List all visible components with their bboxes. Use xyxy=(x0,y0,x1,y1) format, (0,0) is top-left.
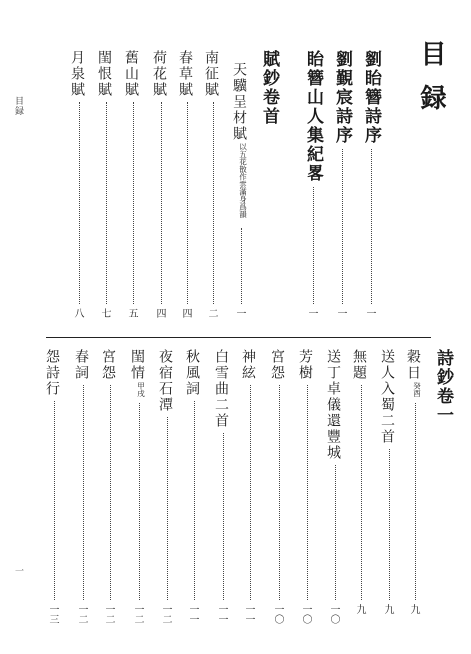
entry-title: 荷花賦 xyxy=(151,50,167,98)
toc-entry xyxy=(212,0,240,654)
page-ref: 一〇 xyxy=(300,604,311,624)
toc-entry xyxy=(43,0,71,654)
page-ref: 四 xyxy=(154,308,165,318)
leader-dots xyxy=(167,417,168,600)
entry-title: 宮怨 xyxy=(269,349,285,381)
leader-dots xyxy=(389,449,390,600)
entry-title: 春草賦 xyxy=(177,50,193,98)
entry-title: 南征賦 xyxy=(203,50,219,98)
page-ref: 一二 xyxy=(103,604,114,624)
page-ref: 一一 xyxy=(216,604,227,624)
entry-title: 怨詩行 xyxy=(44,349,60,397)
entry-title: 芳樹 xyxy=(297,349,313,381)
entry-title: 天驥呈材賦 xyxy=(231,62,247,142)
leader-dots xyxy=(279,385,280,600)
entry-title: 春詞 xyxy=(73,349,89,381)
page-title: 目録 xyxy=(416,40,446,128)
entry-title: 舊山賦 xyxy=(123,50,139,98)
toc-entry xyxy=(183,0,211,654)
leader-dots xyxy=(335,465,336,600)
entry-title: 閨情 xyxy=(129,349,145,381)
entry-title: 無題 xyxy=(351,349,367,381)
page-ref: 一 xyxy=(234,308,245,318)
entry-title: 眙簪山人集紀畧 xyxy=(303,50,323,183)
leader-dots xyxy=(54,401,55,600)
page-ref: 一 xyxy=(306,308,317,318)
entry-title: 閨恨賦 xyxy=(96,50,112,98)
entry-title: 送丁卓儀還豐城 xyxy=(325,349,341,461)
toc-entry xyxy=(404,0,432,654)
entry-title: 宮怨 xyxy=(100,349,116,381)
entry-title: 詩鈔卷一 xyxy=(433,349,453,425)
page-ref: 九 xyxy=(354,604,365,614)
toc-entry xyxy=(296,0,324,654)
toc-entry xyxy=(239,0,267,654)
leader-dots xyxy=(250,385,251,600)
page-ref: 一〇 xyxy=(328,604,339,624)
entry-title: 劉眙簪詩序 xyxy=(361,50,381,145)
page-ref: 八 xyxy=(72,308,83,318)
leader-dots xyxy=(139,403,140,600)
page-ref: 五 xyxy=(126,308,137,318)
toc-entry xyxy=(128,0,156,654)
entry-title: 白雪曲二首 xyxy=(213,349,229,429)
toc-entry xyxy=(350,0,381,654)
page-ref: 九 xyxy=(382,604,393,614)
leader-dots xyxy=(415,403,416,600)
page-ref: 一 xyxy=(335,308,346,318)
page-ref: 一 xyxy=(364,308,375,318)
toc-entry xyxy=(268,0,296,654)
entry-title: 秋風詞 xyxy=(184,349,200,397)
toc-entry xyxy=(378,0,406,654)
page-ref: 一二 xyxy=(76,604,87,624)
toc-entry xyxy=(69,0,100,654)
page-ref: 七 xyxy=(99,308,110,318)
leader-dots xyxy=(223,433,224,600)
entry-title: 夜宿石潭 xyxy=(157,349,173,413)
entry-title: 送人入蜀二首 xyxy=(379,349,395,445)
toc-entry xyxy=(96,0,127,654)
page-ref: 一〇 xyxy=(272,604,283,624)
page-ref: 一三 xyxy=(47,604,58,624)
page-ref: 一一 xyxy=(243,604,254,624)
entry-title: 穀日 xyxy=(405,349,421,381)
leader-dots xyxy=(110,385,111,600)
leader-dots xyxy=(361,385,362,600)
leader-dots xyxy=(83,385,84,600)
page-ref: 二 xyxy=(206,308,217,318)
page-ref: 九 xyxy=(408,604,419,614)
entry-title: 劉覲宸詩序 xyxy=(332,50,352,145)
entry-title: 賦鈔卷首 xyxy=(259,50,279,126)
leader-dots xyxy=(307,385,308,600)
entry-note: 癸酉 xyxy=(412,382,422,397)
entry-title: 月泉賦 xyxy=(69,50,85,98)
page-number: 一 xyxy=(13,566,23,575)
page-ref: 一一 xyxy=(187,604,198,624)
page-ref: 一二 xyxy=(160,604,171,624)
side-label: 目録 xyxy=(13,96,23,116)
section-heading xyxy=(432,0,460,654)
entry-note: 甲戌 xyxy=(136,382,146,397)
entry-title: 神絃 xyxy=(240,349,256,381)
leader-dots xyxy=(194,401,195,600)
entry-note: 以五花散作雲滿身爲韻 xyxy=(238,143,248,218)
page-ref: 一二 xyxy=(132,604,143,624)
toc-entry xyxy=(324,0,352,654)
page-ref: 四 xyxy=(180,308,191,318)
toc-entry xyxy=(156,0,184,654)
